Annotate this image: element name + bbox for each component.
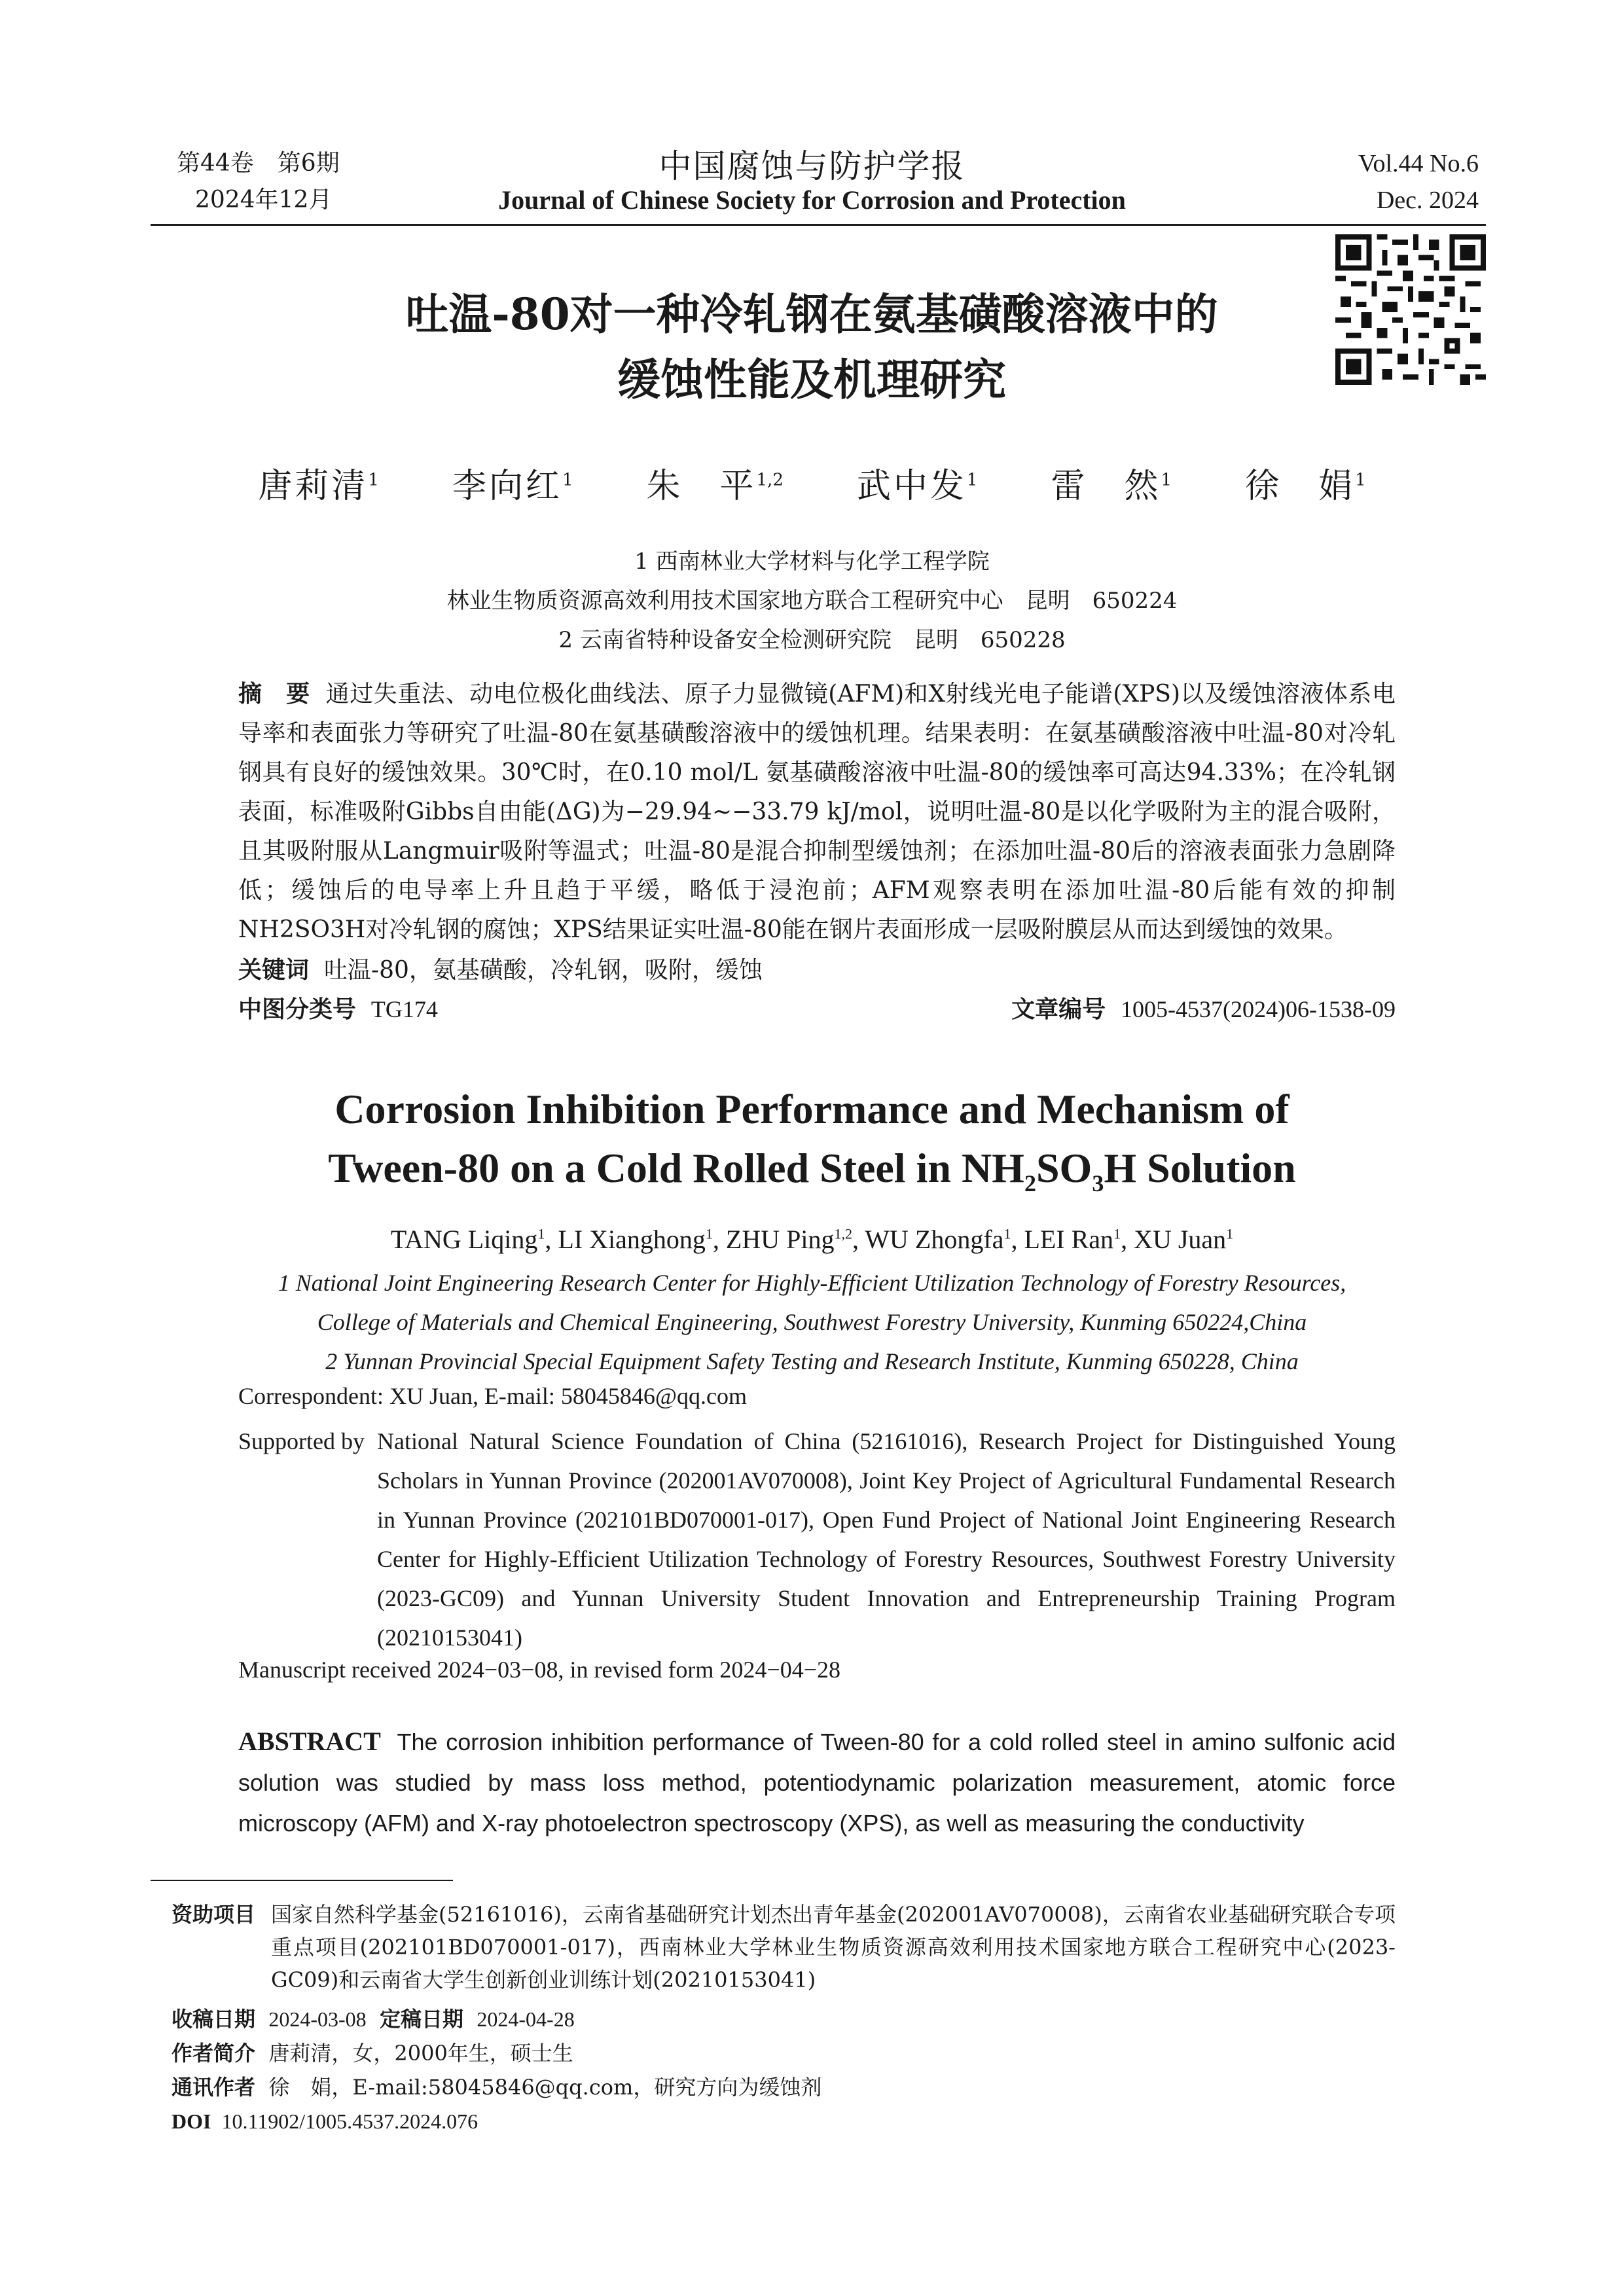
supported-by-label: Supported by	[238, 1428, 365, 1454]
cn-author	[1245, 467, 1366, 506]
clc-label: 中图分类号	[238, 996, 357, 1022]
affiliation-cn-1b: 林业生物质资源高效利用技术国家地方联合工程研究中心 昆明 650224	[446, 588, 1178, 614]
date-en: Dec. 2024	[1376, 187, 1479, 214]
en-author-name: LEI Ran	[1024, 1225, 1114, 1254]
journal-title-cn: 中国腐蚀与防护学报	[659, 147, 965, 185]
affiliation-en-1: 1 National Joint Engineering Research Center for Highly-Efficient Utilization Technology of Forestry Resources,	[278, 1270, 1346, 1296]
corresponding-author-value: 徐 娟，E-mail:58045846@qq.com，研究方向为缓蚀剂	[268, 2075, 822, 2100]
keywords-cn-label: 关键词	[238, 956, 310, 983]
affiliation-cn-2: 2 云南省特种设备安全检测研究院 昆明 650228	[558, 627, 1066, 653]
keywords-cn	[238, 950, 1396, 990]
article-title-cn	[275, 281, 1348, 412]
en-author	[1024, 1225, 1121, 1254]
en-author-affiliation-mark: 1	[1113, 1225, 1121, 1242]
article-number	[1011, 990, 1396, 1030]
volume-issue-en: Vol.44 No.6	[1358, 150, 1479, 177]
en-author-name: WU Zhongfa	[865, 1225, 1004, 1254]
doi	[171, 2105, 478, 2138]
final-value: 2024-04-28	[477, 2007, 575, 2031]
abstract-cn-text: 通过失重法、动电位极化曲线法、原子力显微镜(AFM)和X射线光电子能谱(XPS)以及缓蚀溶液体系电导率和表面张力等研究了吐温-80在氨基磺酸溶液中的缓蚀机理。结果表明：在氨基磺酸溶液中吐温-80对冷轧钢具有良好的缓蚀效果。30℃时，在0.10 mol/L 氨基磺酸溶液中吐温-80的缓蚀率可高达94.33%；在冷轧钢表面，标准吸附Gibbs自由能(ΔG)为−29.94~−33.79 kJ/mol，说明吐温-80是以化学吸附为主的混合吸附，且其吸附服从Langmuir吸附等温式；吐温-80是混合抑制型缓蚀剂；在添加吐温-80后的溶液表面张力急剧降低；缓蚀后的电导率上升且趋于平缓，略低于浸泡前；AFM观察表明在添加吐温-80后能有效的抑制NH2SO3H对冷轧钢的腐蚀；XPS结果证实吐温-80能在钢片表面形成一层吸附膜层从而达到缓蚀的效果。	[238, 681, 1396, 943]
en-author-affiliation-mark: 1	[705, 1225, 713, 1242]
doi-label: DOI	[171, 2109, 211, 2133]
en-author-name: TANG Liqing	[390, 1225, 538, 1254]
keywords-cn-text: 吐温-80，氨基磺酸，冷轧钢，吸附，缓蚀	[323, 957, 763, 984]
cn-author	[258, 467, 379, 506]
cn-author-name: 徐 娟	[1245, 467, 1356, 506]
author-bio-value: 唐莉清，女，2000年生，硕士生	[268, 2041, 573, 2066]
article-number-label: 文章编号	[1011, 996, 1106, 1022]
en-author	[865, 1225, 1011, 1254]
fund-label: 资助项目	[171, 1903, 256, 1926]
header-volume-en	[1358, 145, 1479, 219]
en-author	[726, 1225, 852, 1254]
abstract-cn	[238, 674, 1396, 950]
abstract-en-label: ABSTRACT	[238, 1727, 381, 1756]
corresponding-author-label: 通讯作者	[171, 2075, 256, 2099]
doi-value[interactable]: 10.11902/1005.4537.2024.076	[221, 2109, 478, 2133]
header-rule	[151, 224, 1486, 226]
article-title-en-line2: Tween-80 on a Cold Rolled Steel in $NH_2SO_3H$ Solution	[328, 1145, 1296, 1196]
article-title-cn-line2: 缓蚀性能及机理研究	[617, 354, 1006, 405]
manuscript-dates: Manuscript received 2024−03−08, in revised form 2024−04−28	[238, 1657, 841, 1683]
cn-author	[1051, 467, 1172, 506]
author-bio-label: 作者简介	[171, 2041, 256, 2065]
clc-value: TG174	[370, 996, 438, 1022]
corresponding-author	[171, 2071, 821, 2104]
qr-code-icon[interactable]	[1335, 234, 1486, 385]
footnote-rule	[151, 1880, 453, 1881]
cn-author-affiliation-mark: 1	[562, 470, 573, 490]
abstract-en-text: The corrosion inhibition performance of Tween-80 for a cold rolled steel in amino sulfonic acid solution was studied by mass loss method, potentiodynamic polarization measurement, atomic force microscopy (AFM) and X-ray photoelectron spectroscopy (XPS), as well as measuring the conductivity	[238, 1729, 1396, 1837]
en-author-name: ZHU Ping	[725, 1225, 835, 1254]
affiliations-cn	[0, 542, 1624, 660]
cn-author-affiliation-mark: 1	[1355, 470, 1366, 490]
affiliation-cn-1: 1 西南林业大学材料与化学工程学院	[634, 548, 990, 575]
cn-author-name: 唐莉清	[258, 467, 369, 506]
date-cn: 2024年12月	[195, 187, 333, 213]
affiliations-en	[0, 1263, 1624, 1381]
en-author-affiliation-mark: 1	[1226, 1225, 1234, 1242]
clc-number	[238, 990, 438, 1030]
en-author-affiliation-mark: 1	[1003, 1225, 1011, 1242]
cn-author-affiliation-mark: 1	[966, 470, 978, 490]
received-label: 收稿日期	[171, 2007, 256, 2031]
en-author-name: XU Juan	[1134, 1225, 1227, 1254]
final-label: 定稿日期	[380, 2007, 464, 2031]
affiliation-en-1b: College of Materials and Chemical Engineering, Southwest Forestry University, Kunming 650224,China	[317, 1309, 1307, 1335]
article-title-en-line1: Corrosion Inhibition Performance and Mechanism of	[334, 1086, 1290, 1132]
affiliation-en-2: 2 Yunnan Provincial Special Equipment Safety Testing and Research Institute, Kunming 650228, China	[325, 1348, 1299, 1374]
en-author	[391, 1225, 545, 1254]
en-author	[1134, 1225, 1233, 1254]
received-value: 2024-03-08	[268, 2007, 367, 2031]
cn-author-affiliation-mark: 1	[1161, 470, 1172, 490]
en-author-affiliation-mark: 1	[537, 1225, 545, 1242]
supported-by-text: National Natural Science Foundation of China (52161016), Research Project for Distinguished Young Scholars in Yunnan Province (202001AV070008), Joint Key Project of Agricultural Fundamental Research in Yunnan Province (202101BD070001-017), Open Fund Project of National Joint Engineering Research Center for Highly-Efficient Utilization Technology of Forestry Resources, Southwest Forestry University (2023-GC09) and Yunnan University Student Innovation and Entrepreneurship Training Program (20210153041)	[377, 1428, 1396, 1651]
cn-author-name: 朱 平	[646, 467, 757, 506]
correspondent: Correspondent: XU Juan, E-mail: 58045846@qq.com	[238, 1383, 748, 1409]
abstract-en	[238, 1721, 1396, 1844]
author-bio	[171, 2037, 573, 2070]
cn-author	[452, 467, 573, 506]
cn-author-affiliation-mark: 1,2	[756, 470, 784, 490]
volume-issue-cn: 第44卷 第6期	[177, 150, 340, 177]
article-title-cn-line1: 吐温-80对一种冷轧钢在氨基磺酸溶液中的	[405, 289, 1218, 340]
en-author-name: LI Xianghong	[558, 1225, 706, 1254]
fund-text: 国家自然科学基金(52161016)，云南省基础研究计划杰出青年基金(202001AV070008)，云南省农业基础研究联合专项重点项目(202101BD070001-017)，西南林业大学林业生物质资源高效利用技术国家地方联合工程研究中心(2023-GC09)和云南省大学生创新创业训练计划(20210153041)	[271, 1902, 1396, 1992]
cn-author	[857, 467, 978, 506]
cn-author-name: 李向红	[452, 467, 562, 506]
cn-author-affiliation-mark: 1	[368, 470, 379, 490]
received-dates	[171, 2003, 575, 2036]
cn-author-name: 武中发	[856, 467, 967, 506]
cn-author-name: 雷 然	[1051, 467, 1161, 506]
cn-author	[647, 467, 784, 506]
article-number-value: 1005-4537(2024)06-1538-09	[1121, 996, 1396, 1022]
authors-cn	[0, 458, 1624, 507]
journal-title-en: Journal of Chinese Society for Corrosion and Protection	[498, 185, 1126, 215]
en-author-affiliation-mark: 1,2	[834, 1225, 852, 1242]
en-author	[558, 1225, 713, 1254]
article-title-en	[0, 1080, 1624, 1213]
abstract-cn-label: 摘 要	[238, 680, 310, 707]
authors-en: TANG Liqing$^1$, LI Xianghong$^1$, ZHU Ping$^{1,2}$, WU Zhongfa$^1$, LEI Ran$^1$, XU Juan$^1$	[390, 1225, 1234, 1254]
